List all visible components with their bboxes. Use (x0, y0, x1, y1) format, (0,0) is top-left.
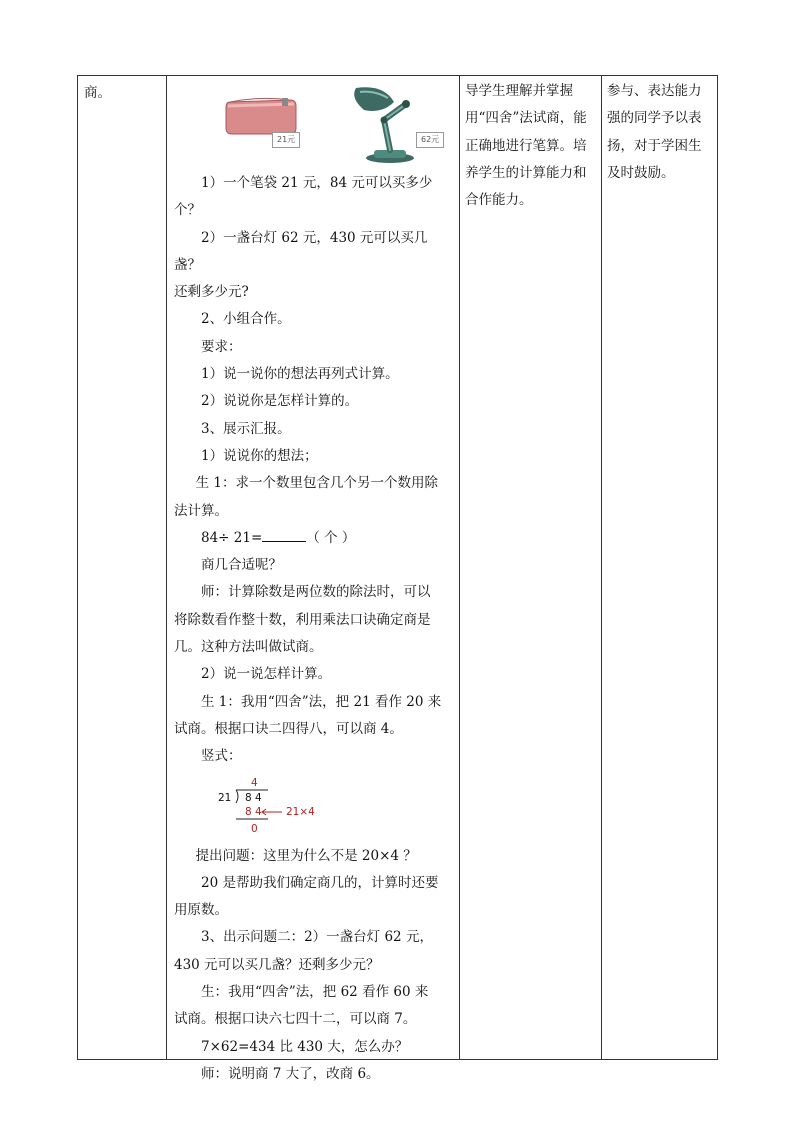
text-line: 1）说说你的想法； (201, 447, 318, 464)
product: 8 4 (245, 805, 262, 818)
long-division (212, 775, 332, 841)
lesson-table (77, 75, 718, 1082)
text-line: 3、展示汇报。 (201, 420, 291, 437)
product-note: 21×4 (286, 805, 315, 818)
stage-column (78, 76, 166, 1059)
text-line: 3、出示问题二：2）一盏台灯 62 元， (201, 929, 433, 946)
design-intent-text: 导学生理解并掌握用“四舍”法试商，能正确地进行笔算。培养学生的计算能力和合作能力。 (465, 83, 587, 209)
text-line: 2、小组合作。 (201, 311, 291, 328)
remainder: 0 (251, 822, 258, 835)
stage-text: 商。 (84, 85, 111, 101)
text-line: 2）一盏台灯 62 元，430 元可以买几盏？ (174, 229, 428, 273)
text-line: 将除数看作整十数，利用乘法口诀确定商是 (174, 611, 431, 628)
text-line: 法计算。 (174, 502, 228, 519)
text-line: 430 元可以买几盏？还剩多少元？ (174, 956, 380, 973)
text-line: 2）说说你是怎样计算的。 (201, 393, 359, 410)
answer-blank (262, 527, 306, 542)
text-line: 师：说明商 7 大了，改商 6。 (201, 1065, 380, 1082)
text-line: 师：计算除数是两位数的除法时，可以 (201, 584, 431, 601)
text-line: 试商。根据口诀二四得八，可以商 4。 (174, 720, 403, 737)
quotient: 4 (251, 776, 258, 789)
text-line: 用原数。 (174, 902, 228, 919)
text-line: 还剩多少元? (174, 284, 249, 301)
equation-left: 84÷ 21= (201, 529, 263, 546)
text-line: 试商。根据口诀六七四十二，可以商 7。 (174, 1011, 417, 1028)
equation-right: （ 个 ） (306, 529, 356, 546)
text-line: 2）说一说怎样计算。 (201, 666, 332, 683)
dividend: 8 4 (245, 791, 262, 804)
text-line: 1）一个笔袋 21 元，84 元可以买多少 (201, 175, 433, 191)
price-tag-pencil-case: 21元 (272, 132, 300, 148)
text-line: 提出问题：这里为什么不是 20×4 ？ (195, 847, 417, 864)
pencil-case-image (224, 94, 298, 136)
equation-line (174, 525, 453, 552)
text-line: 1）说一说你的想法再列式计算。 (201, 366, 399, 383)
text-line: 要求： (201, 338, 242, 355)
text-line: 生 1：求一个数里包含几个另一个数用除 (195, 475, 438, 492)
text-line: 个？ (174, 202, 201, 219)
evaluation-text: 参与、表达能力强的同学予以表扬，对于学困生及时鼓励。 (607, 83, 702, 181)
text-line: 几。这种方法叫做试商。 (174, 639, 323, 656)
text-line: 商几合适呢？ (201, 557, 282, 574)
text-line: 生：我用“四舍”法，把 62 看作 60 来 (201, 984, 429, 1001)
activity-column (167, 76, 459, 1082)
desk-lamp-image (344, 80, 444, 164)
text-line: 20 是帮助我们确定商几的，计算时还要 (201, 874, 439, 891)
text-line: 生 1：我用“四舍”法，把 21 看作 20 来 (201, 693, 442, 710)
text-line: 7×62=434 比 430 大，怎么办？ (201, 1038, 409, 1055)
evaluation-column (602, 76, 719, 1059)
design-intent-column (460, 76, 601, 1059)
illustration-row (174, 76, 453, 170)
price-tag-lamp: 62元 (416, 132, 444, 148)
text-line: 竖式： (201, 748, 242, 765)
divisor: 21 (218, 791, 232, 804)
